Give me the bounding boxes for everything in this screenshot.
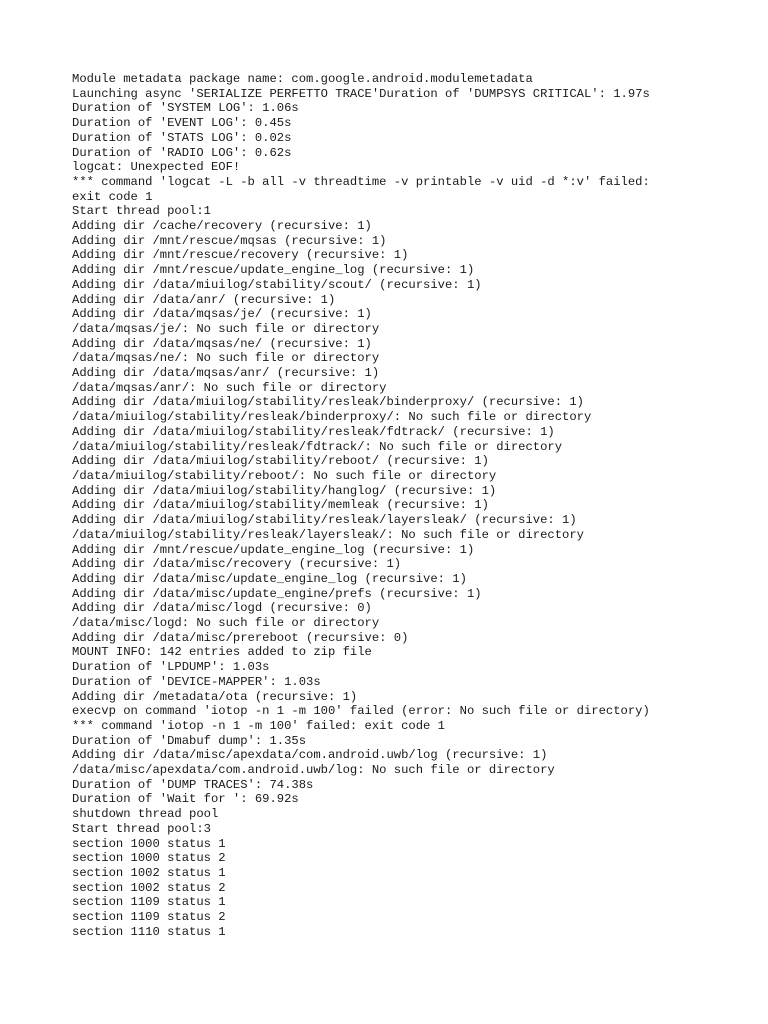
log-line: /data/misc/logd: No such file or directory [72,616,380,631]
log-line: Module metadata package name: com.google.android.modulemetadata [72,72,533,86]
log-line: Duration of 'EVENT LOG': 0.45s [72,116,292,131]
log-line: Duration of 'DEVICE-MAPPER': 1.03s [72,674,321,689]
log-line: section 1000 status 2 [72,851,226,866]
log-line: /data/mqsas/je/: No such file or directory [72,321,380,336]
log-line: section 1109 status 1 [72,895,226,910]
log-line: Start thread pool:3 [72,821,211,836]
log-line: execvp on command 'iotop -n 1 -m 100' failed (error: No such file or directory) [72,704,650,719]
log-line: Duration of 'LPDUMP': 1.03s [72,660,270,675]
log-line: shutdown thread pool [72,807,219,822]
log-line: Adding dir /data/miuilog/stability/resleak/fdtrack/ (recursive: 1) [72,424,555,439]
log-line: /data/mqsas/ne/: No such file or directory [72,351,380,366]
log-line: Adding dir /data/misc/logd (recursive: 0) [72,601,372,616]
log-line: Adding dir /data/miuilog/stability/resleak/layersleak/ (recursive: 1) [72,513,577,528]
log-line: *** command 'logcat -L -b all -v threadtime -v printable -v uid -d *:v' failed: [72,174,650,189]
log-line: MOUNT INFO: 142 entries added to zip file [72,645,372,660]
log-line: /data/miuilog/stability/resleak/binderproxy/: No such file or directory [72,410,592,425]
log-line: Adding dir /data/miuilog/stability/memleak (recursive: 1) [72,498,489,513]
log-line: section 1002 status 1 [72,865,226,880]
log-line: Adding dir /mnt/rescue/update_engine_log (recursive: 1) [72,542,475,557]
log-line: Duration of 'STATS LOG': 0.02s [72,130,292,145]
log-line: Launching async 'SERIALIZE PERFETTO TRACE'Duration of 'DUMPSYS CRITICAL': 1.97s [72,86,650,101]
log-line: Adding dir /data/misc/apexdata/com.android.uwb/log (recursive: 1) [72,748,548,763]
log-line: Adding dir /mnt/rescue/mqsas (recursive: 1) [72,233,387,248]
log-line: Adding dir /data/miuilog/stability/hanglog/ (recursive: 1) [72,483,497,498]
log-line: Adding dir /data/misc/update_engine_log (recursive: 1) [72,571,467,586]
log-line: Start thread pool:1 [72,204,211,219]
log-line: Adding dir /data/mqsas/anr/ (recursive: 1) [72,366,380,381]
log-line: Adding dir /mnt/rescue/recovery (recursive: 1) [72,248,409,263]
log-line: Adding dir /data/miuilog/stability/scout/ (recursive: 1) [72,277,482,292]
log-line: Adding dir /data/miuilog/stability/reboot/ (recursive: 1) [72,454,489,469]
log-line: section 1110 status 1 [72,924,226,939]
log-line: section 1000 status 1 [72,836,226,851]
log-line: section 1002 status 2 [72,880,226,895]
log-line: Adding dir /metadata/ota (recursive: 1) [72,689,358,704]
log-line: exit code 1 [72,189,153,204]
log-line: Adding dir /data/misc/update_engine/prefs (recursive: 1) [72,586,482,601]
log-line: Duration of 'Wait for ': 69.92s [72,792,299,807]
log-line: *** command 'iotop -n 1 -m 100' failed: exit code 1 [72,718,445,733]
log-line: Adding dir /data/miuilog/stability/resleak/binderproxy/ (recursive: 1) [72,395,584,410]
log-line: Adding dir /data/anr/ (recursive: 1) [72,292,336,307]
log-line: Adding dir /mnt/rescue/update_engine_log (recursive: 1) [72,263,475,278]
log-line: Duration of 'SYSTEM LOG': 1.06s [72,101,299,116]
log-line: Duration of 'RADIO LOG': 0.62s [72,145,292,160]
log-line: logcat: Unexpected EOF! [72,160,241,175]
log-line: Adding dir /data/mqsas/ne/ (recursive: 1) [72,336,372,351]
log-line: Adding dir /data/misc/recovery (recursive: 1) [72,557,402,572]
log-output [72,72,752,939]
log-line: /data/mqsas/anr/: No such file or directory [72,380,387,395]
log-line: /data/miuilog/stability/reboot/: No such file or directory [72,468,497,483]
log-line: /data/misc/apexdata/com.android.uwb/log: No such file or directory [72,763,555,778]
log-line: Adding dir /cache/recovery (recursive: 1) [72,219,372,234]
log-line: section 1109 status 2 [72,910,226,925]
log-line: Duration of 'DUMP TRACES': 74.38s [72,777,314,792]
log-line: /data/miuilog/stability/resleak/layersleak/: No such file or directory [72,527,584,542]
log-line: /data/miuilog/stability/resleak/fdtrack/: No such file or directory [72,439,563,454]
log-line: Duration of 'Dmabuf dump': 1.35s [72,733,307,748]
log-line: Adding dir /data/mqsas/je/ (recursive: 1) [72,307,372,322]
log-line: Adding dir /data/misc/prereboot (recursive: 0) [72,630,409,645]
